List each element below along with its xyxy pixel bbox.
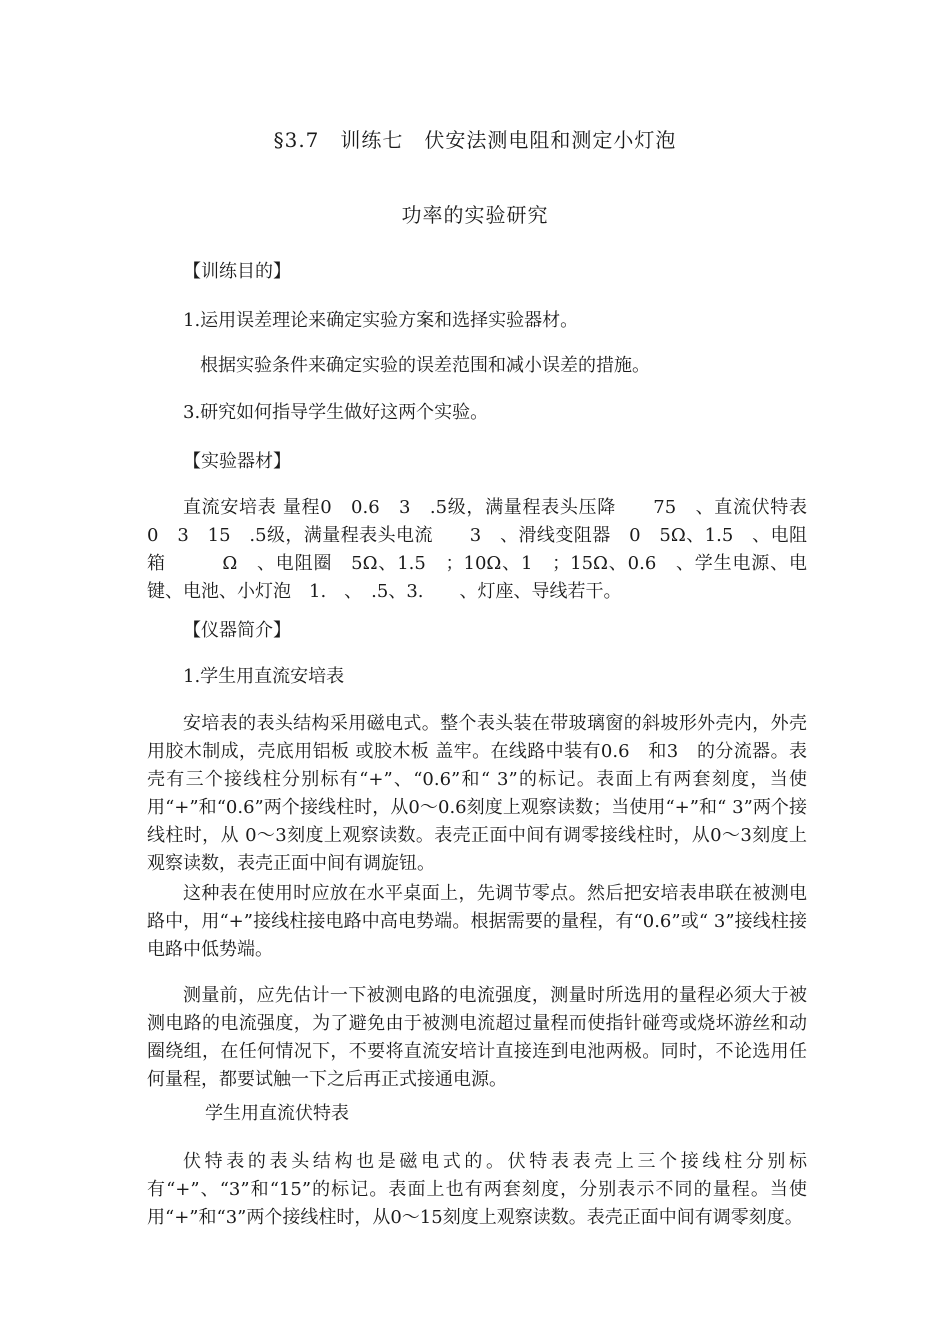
ammeter-paragraph-1: 安培表的表头结构采用磁电式。整个表头装在带玻璃窗的斜坡形外壳内，外壳用胶木制成，壳底用铝板 或胶木板 盖牢。在线路中装有0.6 和3 的分流器。表壳有三个接线柱分别标有“+”、“0.6”和“ 3”的标记。表面上有两套刻度，当使用“+”和“0.6”两个接线柱时，从0～0.6刻度上观察读数；当使用“+”和“ 3”两个接线柱时，从 0～3刻度上观察读数。表壳正面中间有调零接线柱时，从0～3刻度上观察读数，表壳正面中间有调旋钮。 [147,713,807,874]
objective-item-1: 1.运用误差理论来确定实验方案和选择实验器材。 [183,310,579,331]
objective-item-3: 3.研究如何指导学生做好这两个实验。 [183,402,489,423]
equipment-paragraph: 直流安培表 量程0 0.6 3 .5级，满量程表头压降 75 、直流伏特表 0 3 15 .5级，满量程表头电流 3 、滑线变阻器 0 5Ω、1.5 、电阻箱 Ω 、电阻圈 5Ω、1.5 ；10Ω、1 ；15Ω、0.6 、学生电源、电键、电池、小灯泡 1. 、 .5、3. 、灯座、导线若干。 [147,497,825,602]
ammeter-paragraph-3: 测量前，应先估计一下被测电路的电流强度，测量时所选用的量程必须大于被测电路的电流强度，为了避免由于被测电流超过量程而使指针碰弯或烧坏游丝和动圈绕组，在任何情况下，不要将直流安培计直接连到电池两极。同时，不论选用任何量程，都要试触一下之后再正式接通电源。 [147,985,807,1090]
section-heading-objective: 【训练目的】 [183,261,291,282]
document-title-line-1: §3.7 训练七 伏安法测电阻和测定小灯泡 [273,128,677,152]
subheading-voltmeter: 学生用直流伏特表 [205,1103,349,1124]
section-heading-equipment: 【实验器材】 [183,451,291,472]
subheading-ammeter: 1.学生用直流安培表 [183,666,345,687]
section-heading-instrument-intro: 【仪器简介】 [183,620,291,641]
document-title-line-2: 功率的实验研究 [401,203,549,227]
voltmeter-paragraph-1: 伏特表的表头结构也是磁电式的。伏特表表壳上三个接线柱分别标有“+”、“3”和“15”的标记。表面上也有两套刻度，分别表示不同的量程。当使用“+”和“3”两个接线柱时，从0～15刻度上观察读数。表壳正面中间有调零刻度。 [147,1151,807,1228]
ammeter-paragraph-2: 这种表在使用时应放在水平桌面上，先调节零点。然后把安培表串联在被测电路中，用“+”接线柱接电路中高电势端。根据需要的量程，有“0.6”或“ 3”接线柱接电路中低势端。 [147,883,807,960]
objective-item-2: 根据实验条件来确定实验的误差范围和减小误差的措施。 [200,355,650,376]
